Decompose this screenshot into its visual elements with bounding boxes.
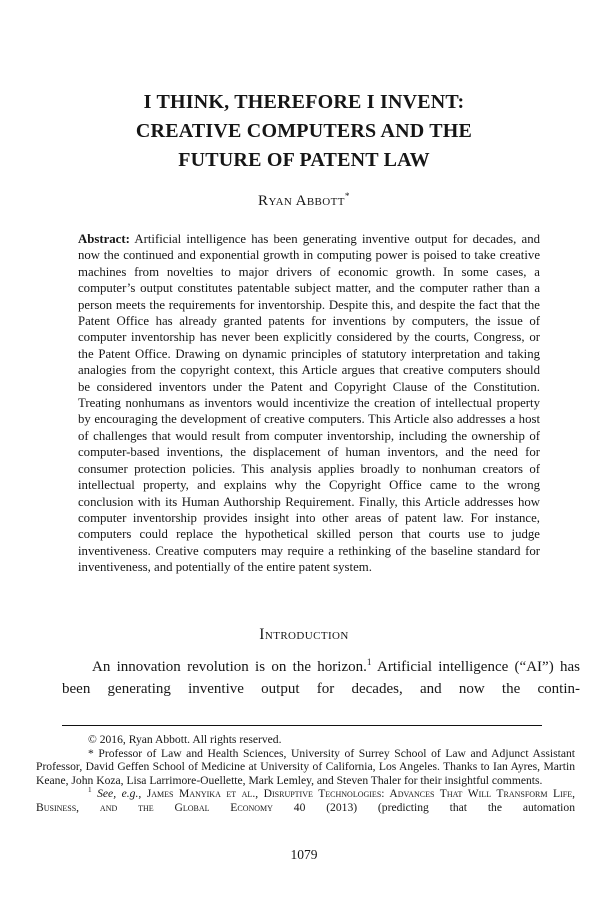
footnote-author-note-symbol: * [88,746,94,760]
footnote-author-note-text: Professor of Law and Health Sciences, University of Surrey School of Law and Adjunct Assistant Professor, David Geffen School of Medicine at University of California, Los Angeles. Thanks to Ian Ayres, Martin Keane, John Koza, Lisa Larrimore-Ouellette, Mark Lemley, and Steven Thaler for their insightful comments. [36,746,575,787]
introduction-paragraph [62,656,580,700]
footnote-1-tail: 40 (2013) (predicting that the automation [272,800,575,814]
footnote-1-number: 1 [88,786,92,795]
abstract-text: Artificial intelligence has been generating inventive output for decades, and now the continued and exponential growth in computing power is poised to take creative machines from novelties to major drivers of economic growth. In some cases, a computer’s output constitutes patentable subject matter, and the computer rather than a person meets the requirements for inventorship. Despite this, and despite the fact that the Patent Office has already granted patents for inventions by computers, the issue of computer inventorship has never been explicitly considered by the courts, Congress, or the Patent Office. Drawing on dynamic principles of statutory interpretation and taking analogies from the copyright context, this Article argues that creative computers should be considered inventors under the Patent and Copyright Clause of the Constitution. Treating nonhumans as inventors would incentivize the creation of intellectual property by encouraging the development of creative computers. This Article also addresses a host of challenges that would result from computer inventorship, including the ownership of computer-based inventions, the displacement of human inventors, and the need for consumer protection policies. This analysis applies broadly to nonhuman creators of intellectual property, and explains why the Copyright Office came to the wrong conclusion with its Human Authorship Requirement. Finally, this Article addresses how computer inventorship provides insight into other areas of patent law. For instance, computers could replace the hypothetical skilled person that courts use to judge inventiveness. Creative computers may require a rethinking of the baseline standard for inventiveness, and potentially of the entire patent system. [78,232,540,575]
intro-rest-text: Artificial intelligence (“AI”) has been generating inventive output for decades, and now the contin- [62,659,580,697]
intro-lead-text: An innovation revolution is on the horizon. [92,659,367,675]
abstract [78,231,540,576]
footnote-separator-rule [62,725,542,726]
abstract-label: Abstract: [78,232,130,246]
article-title [0,88,608,175]
title-line-2: CREATIVE COMPUTERS AND THE [135,120,473,142]
footnote-author-note [36,747,575,788]
author-note-marker: * [344,192,350,202]
footnotes-block [36,733,575,815]
author-byline [0,193,608,210]
author-name: Ryan Abbott [258,193,345,209]
section-heading-introduction: Introduction [259,626,349,643]
title-line-1: I THINK, THEREFORE I INVENT: [143,91,465,113]
title-line-3: FUTURE OF PATENT LAW [178,149,430,171]
footnote-reference-1: 1 [366,658,372,668]
footnote-1 [36,787,575,814]
footnote-1-signal: See, e.g., [91,787,142,801]
footnote-1-citation: James Manyika et al., Disruptive Technologies: Advances That Will Transform Life, Business, and the Global Economy [36,787,575,814]
page-number: 1079 [290,847,318,862]
footnote-copyright: © 2016, Ryan Abbott. All rights reserved. [88,733,282,746]
